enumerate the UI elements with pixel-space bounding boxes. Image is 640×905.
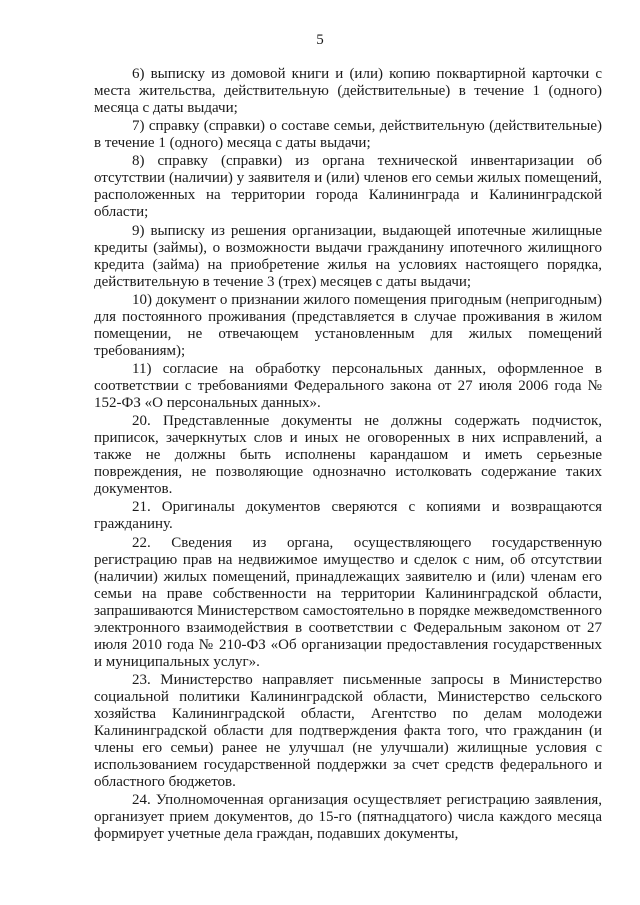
paragraph-item-11: 11) согласие на обработку персональных данных, оформленное в соответствии с требованиями Федерального закона от 27 июля 2006 года № 152-ФЗ «О персональных данных». [94, 360, 602, 411]
paragraph-clause-21: 21. Оригиналы документов сверяются с копиями и возвращаются гражданину. [94, 499, 602, 533]
paragraph-clause-20: 20. Представленные документы не должны содержать подчисток, приписок, зачеркнутых слов и иных не оговоренных в них исправлений, а также не должны быть исполнены карандашом и иметь серьезные повреждения, не позволяющие однозначно истолковать содержание таких документов. [94, 413, 602, 498]
paragraph-item-9: 9) выписку из решения организации, выдающей ипотечные жилищные кредиты (займы), о возможности выдачи гражданину ипотечного жилищного кредита (займа) на приобретение жилья на условиях настоящего порядка, действительную в течение 3 (трех) месяцев с даты выдачи; [94, 222, 602, 290]
paragraph-clause-24: 24. Уполномоченная организация осуществляет регистрацию заявления, организует прием документов, до 15-го (пятнадцатого) числа каждого месяца формирует учетные дела граждан, подавших документы, [94, 791, 602, 842]
paragraph-item-7: 7) справку (справки) о составе семьи, действительную (действительные) в течение 1 (одного) месяца с даты выдачи; [94, 118, 602, 152]
paragraph-clause-22: 22. Сведения из органа, осуществляющего государственную регистрацию прав на недвижимое имущество и сделок с ним, об отсутствии (наличии) жилых помещений, принадлежащих заявителю и (или) членам его семьи на праве собственности на территории Калининградской области, запрашиваются Министерством самостоятельно в порядке межведомственного электронного взаимодействия в соответствии с Федеральным законом от 27 июля 2010 года № 210-ФЗ «Об организации предоставления государственных и муниципальных услуг». [94, 534, 602, 670]
document-body [94, 66, 602, 844]
paragraph-item-10: 10) документ о признании жилого помещения пригодным (непригодным) для постоянного проживания (представляется в случае проживания в жилом помещении, не отвечающем установленным для жилых помещений требованиям); [94, 291, 602, 359]
paragraph-clause-23: 23. Министерство направляет письменные запросы в Министерство социальной политики Калининградской области, Министерство сельского хозяйства Калининградской области, Агентство по делам молодежи Калининградской области для подтверждения факта того, что гражданин (и члены его семьи) ранее не улучшал (не улучшали) жилищные условия с использованием государственной поддержки за счет средств федерального и областного бюджетов. [94, 671, 602, 790]
paragraph-item-6: 6) выписку из домовой книги и (или) копию поквартирной карточки с места жительства, действительную (действительные) в течение 1 (одного) месяца с даты выдачи; [94, 66, 602, 116]
paragraph-item-8: 8) справку (справки) из органа технической инвентаризации об отсутствии (наличии) у заявителя и (или) членов его семьи жилых помещений, расположенных на территории города Калининграда и Калининградской области; [94, 153, 602, 221]
page-number: 5 [316, 32, 324, 48]
